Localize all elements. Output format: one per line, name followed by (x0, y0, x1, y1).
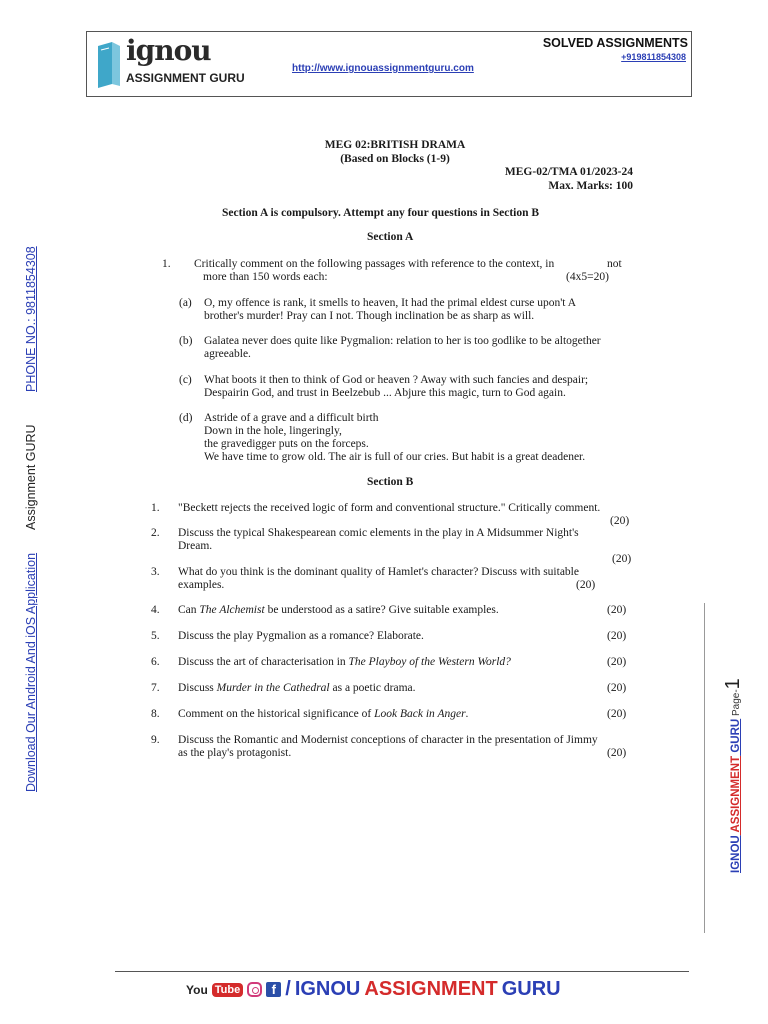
b8-marks: (20) (607, 708, 627, 720)
page-number: 1 (722, 678, 744, 690)
logo-subtitle: ASSIGNMENT GURU (126, 71, 245, 85)
passage-d-line1: Astride of a grave and a difficult birth (204, 412, 379, 424)
b4-title: The Alchemist (199, 604, 265, 616)
q1-line2: more than 150 words each: (203, 271, 328, 283)
b8-title: Look Back in Anger (374, 708, 466, 720)
b8-post: . (465, 708, 469, 720)
side-assignment: ASSIGNMENT (730, 755, 742, 836)
side-brand: Assignment GURU (24, 424, 38, 530)
b7-pre: Discuss (178, 682, 217, 694)
passage-d-label: (d) (179, 412, 193, 424)
q1-line1: Critically comment on the following passages with reference to the context, in (194, 258, 555, 270)
passage-b-label: (b) (179, 335, 193, 347)
b3-text-line1: What do you think is the dominant quality of Hamlet's character? Discuss with suitable (178, 566, 579, 578)
passage-d-line3: the gravedigger puts on the forceps. (204, 438, 369, 450)
b4-pre: Can (178, 604, 200, 616)
passage-d-line2: Down in the hole, lingeringly, (204, 425, 342, 437)
b5-number: 5. (151, 630, 160, 642)
footer-banner (186, 978, 561, 1001)
b6-marks: (20) (607, 656, 627, 668)
facebook-icon[interactable]: f (266, 982, 281, 997)
b7-post: as a poetic drama. (329, 682, 416, 694)
b4-marks: (20) (607, 604, 627, 616)
footer-assignment: ASSIGNMENT (364, 978, 498, 1000)
passage-a-line2: brother's murder! Pray can I not. Though inclination be as sharp as will. (204, 310, 535, 322)
b7-number: 7. (151, 682, 160, 694)
instruction: Section A is compulsory. Attempt any four questions in Section B (222, 207, 540, 219)
b2-text-line1: Discuss the typical Shakespearean comic elements in the play in A Midsummer Night's (178, 527, 579, 539)
footer-slash: / (285, 978, 291, 1000)
side-guru: GURU (730, 718, 742, 756)
b8-pre: Comment on the historical significance of (178, 708, 375, 720)
b5-marks: (20) (607, 630, 627, 642)
q1-not: not (607, 258, 622, 270)
solved-assignments-title: SOLVED ASSIGNMENTS (542, 36, 688, 50)
b2-text-line2: Dream. (178, 540, 213, 552)
b9-text-line1: Discuss the Romantic and Modernist conceptions of character in the presentation of Jimmy (178, 734, 598, 746)
website-link[interactable]: http://www.ignouassignmentguru.com (292, 63, 474, 74)
tma-code: MEG-02/TMA 01/2023-24 (504, 166, 633, 178)
side-page-footer (722, 678, 745, 873)
b3-number: 3. (151, 566, 160, 578)
youtube-you: You (186, 982, 208, 997)
b7-text (178, 682, 416, 695)
b9-text-line2: as the play's protagonist. (178, 747, 292, 759)
b4-number: 4. (151, 604, 160, 616)
b9-marks: (20) (607, 747, 627, 759)
b2-marks: (20) (612, 553, 632, 565)
side-ignou: IGNOU (730, 835, 742, 873)
b3-marks: (20) (576, 579, 596, 591)
b5-text: Discuss the play Pygmalion as a romance? Elaborate. (178, 630, 424, 642)
passage-c-line1: What boots it then to think of God or heaven ? Away with such fancies and despair; (204, 374, 589, 386)
passage-b-line2: agreeable. (204, 348, 251, 360)
logo-wordmark: ignou (126, 34, 211, 67)
b4-text (178, 604, 499, 617)
b6-title: The Playboy of the Western World? (348, 656, 511, 668)
max-marks: Max. Marks: 100 (548, 180, 633, 192)
course-title: MEG 02:BRITISH DRAMA (324, 139, 466, 151)
b4-post: be understood as a satire? Give suitable examples. (264, 604, 499, 616)
b2-number: 2. (151, 527, 160, 539)
youtube-icon[interactable]: Tube (212, 983, 243, 997)
page-label: Page- (731, 689, 742, 719)
b7-marks: (20) (607, 682, 627, 694)
passage-c-label: (c) (179, 374, 192, 386)
blocks-line: (Based on Blocks (1-9) (340, 153, 450, 165)
b6-pre: Discuss the art of characterisation in (178, 656, 349, 668)
b8-number: 8. (151, 708, 160, 720)
b9-number: 9. (151, 734, 160, 746)
section-b-heading: Section B (367, 476, 414, 488)
section-a-heading: Section A (367, 231, 414, 243)
footer-rule (115, 971, 689, 972)
b1-text: "Beckett rejects the received logic of form and conventional structure." Critically comment. (178, 502, 601, 514)
instagram-icon[interactable] (247, 982, 262, 997)
passage-a-label: (a) (179, 297, 192, 309)
passage-d-line4: We have time to grow old. The air is full of our cries. But habit is a great deadener. (204, 451, 586, 463)
q1-marks: (4x5=20) (566, 271, 609, 283)
b1-marks: (20) (610, 515, 630, 527)
footer-guru: GURU (501, 978, 561, 1000)
right-margin-rule (704, 603, 705, 933)
b8-text (178, 708, 468, 721)
book-logo-icon (96, 40, 122, 88)
b6-text (178, 656, 511, 669)
download-app-link[interactable]: Download Our Android And iOS Application (24, 552, 38, 792)
passage-b-line1: Galatea never does quite like Pygmalion: relation to her is too godlike to be altogether (204, 335, 601, 347)
b1-number: 1. (151, 502, 160, 514)
b6-number: 6. (151, 656, 160, 668)
b7-title: Murder in the Cathedral (216, 682, 330, 694)
b3-text-line2: examples. (178, 579, 225, 591)
header-phone-link[interactable]: +919811854308 (621, 52, 686, 62)
q1-number: 1. (162, 258, 171, 270)
passage-a-line1: O, my offence is rank, it smells to heaven, It had the primal eldest curse upon't A (204, 297, 577, 309)
footer-ignou: IGNOU (294, 978, 361, 1000)
passage-c-line2: Despairin God, and trust in Beelzebub ... Abjure this magic, turn to God again. (204, 387, 566, 399)
side-phone-link[interactable]: PHONE NO.: 9811854308 (24, 246, 38, 392)
